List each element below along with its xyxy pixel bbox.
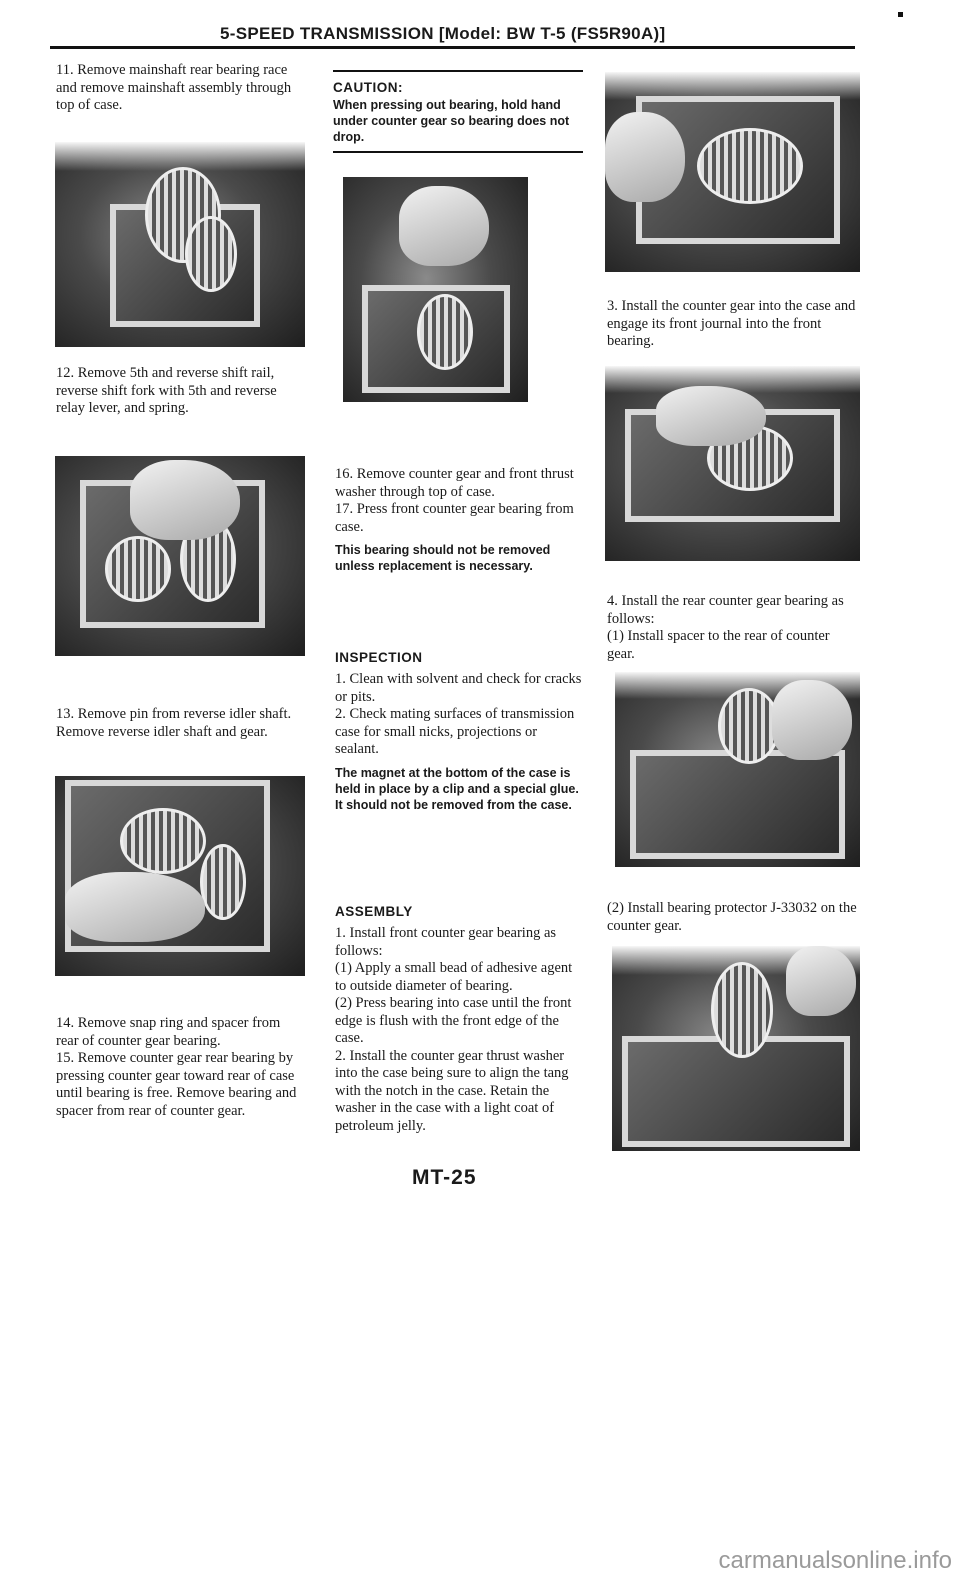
inspection-title: INSPECTION [335, 650, 423, 665]
corner-mark [898, 12, 903, 17]
photo-reverse-idler-removal [55, 776, 305, 976]
step-3-text: 3. Install the counter gear into the case and engage its front journal into the front bearing. [607, 298, 856, 349]
step-11-text: 11. Remove mainshaft rear bearing race and remove mainshaft assembly through top of case. [56, 62, 292, 113]
column-middle [333, 70, 583, 153]
assembly-title: ASSEMBLY [335, 904, 413, 919]
assembly-step-2: 2. Install the counter gear thrust washer into the case being sure to align the tang with the notch in the case. Retain the washer in the case with a light coat of petroleum jelly. [335, 1047, 569, 1134]
step-4-text: 4. Install the rear counter gear bearing as follows: [607, 593, 844, 627]
assembly-step-1-2: (2) Press bearing into case until the front edge is flush with the front edge of the case. [335, 995, 572, 1046]
photo-bearing-protector-install [612, 946, 860, 1151]
page-header: 5-SPEED TRANSMISSION [Model: BW T-5 (FS5R90A)] [220, 24, 666, 43]
step-4-1-text: (1) Install spacer to the rear of counter gear. [607, 628, 830, 662]
caution-bottom-rule [333, 151, 583, 153]
column-left [56, 62, 304, 115]
step-14-text: 14. Remove snap ring and spacer from rear of counter gear bearing. [56, 1015, 281, 1049]
step-13-text: 13. Remove pin from reverse idler shaft. Remove reverse idler shaft and gear. [56, 706, 292, 740]
step-16-text: 16. Remove counter gear and front thrust washer through top of case. [335, 466, 574, 500]
photo-shift-rail-removal [55, 456, 305, 656]
caution-top-rule [333, 70, 583, 72]
watermark: carmanualsonline.info [718, 1547, 952, 1574]
inspection-note: The magnet at the bottom of the case is held in place by a clip and a special glue. It should not be removed from the case. [335, 765, 579, 812]
assembly-step-1-1: (1) Apply a small bead of adhesive agent to outside diameter of bearing. [335, 960, 573, 994]
page-number: MT-25 [412, 1166, 477, 1189]
header-rule [50, 46, 855, 49]
step-12-text: 12. Remove 5th and reverse shift rail, reverse shift fork with 5th and reverse relay lever, and spring. [56, 365, 277, 416]
inspection-step-2: 2. Check mating surfaces of transmission case for small nicks, projections or sealant. [335, 706, 575, 757]
photo-front-journal-engage [605, 366, 860, 561]
column-right [607, 298, 859, 351]
step-4-2-text: (2) Install bearing protector J-33032 on the counter gear. [607, 900, 857, 934]
photo-bearing-press-out [343, 177, 528, 402]
inspection-step-1: 1. Clean with solvent and check for cracks or pits. [335, 671, 582, 705]
caution-title: CAUTION: [333, 80, 403, 95]
photo-mainshaft-removal [55, 142, 305, 347]
photo-counter-gear-install [605, 72, 860, 272]
photo-spacer-install [615, 672, 860, 867]
step-17-text: 17. Press front counter gear bearing from case. [335, 501, 574, 535]
caution-text: When pressing out bearing, hold hand under counter gear so bearing does not drop. [333, 98, 570, 144]
step-17-note: This bearing should not be removed unless replacement is necessary. [335, 543, 551, 573]
step-15-text: 15. Remove counter gear rear bearing by pressing counter gear toward rear of case until bearing is free. Remove bearing and spacer from rear of counter gear. [56, 1050, 297, 1119]
assembly-step-1: 1. Install front counter gear bearing as follows: [335, 925, 557, 959]
